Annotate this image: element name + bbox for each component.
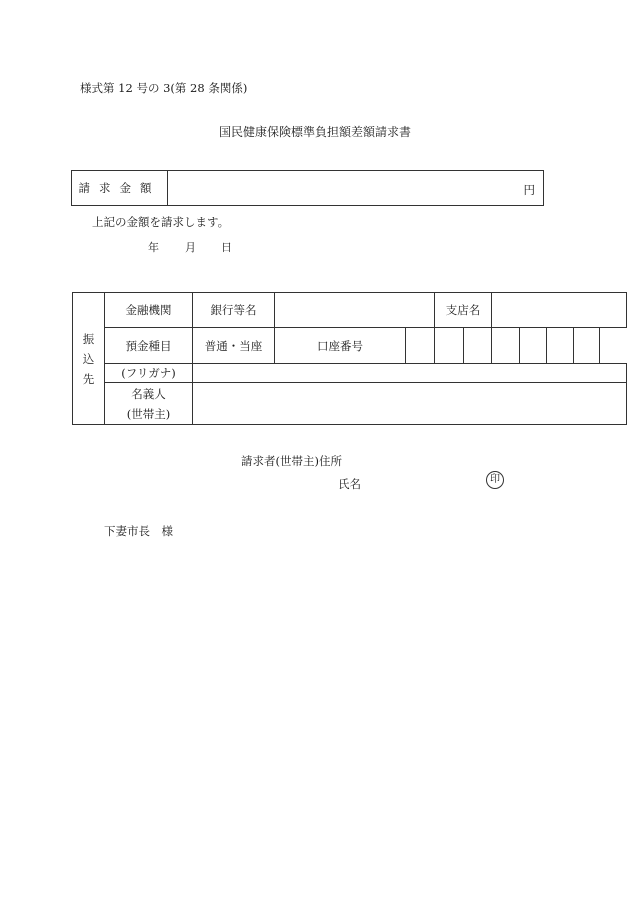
account-digit-2[interactable] (435, 328, 464, 364)
account-digit-1[interactable] (406, 328, 435, 364)
account-digit-6[interactable] (547, 328, 574, 364)
branch-label: 支店名 (435, 293, 492, 328)
seal-mark-icon: 印 (486, 471, 504, 489)
account-digit-3[interactable] (464, 328, 492, 364)
bank-transfer-table (72, 292, 627, 425)
claim-amount-field[interactable] (168, 171, 543, 205)
claim-amount-box (71, 170, 544, 206)
account-number-label: 口座番号 (275, 328, 406, 364)
deposit-type-label: 預金種目 (105, 328, 193, 364)
transfer-destination-label: 振 込 先 (73, 293, 105, 425)
account-digit-4[interactable] (492, 328, 520, 364)
currency-unit: 円 (523, 183, 535, 197)
account-holder-label: 名義人 (世帯主) (105, 383, 193, 425)
recipient-line: 下妻市長 様 (104, 524, 173, 538)
form-number: 様式第 12 号の 3(第 28 条関係) (80, 81, 248, 95)
account-digit-5[interactable] (520, 328, 547, 364)
date-day-label: 日 (221, 241, 232, 254)
claim-amount-label: 請求金額 (72, 171, 168, 205)
date-year-label: 年 (148, 241, 159, 254)
deposit-type-options[interactable]: 普通・当座 (193, 328, 275, 364)
account-holder-field[interactable] (193, 383, 627, 425)
furigana-label: (フリガナ) (105, 364, 193, 383)
institution-label: 金融機関 (105, 293, 193, 328)
claim-statement: 上記の金額を請求します。 (92, 215, 230, 229)
document-title: 国民健康保険標準負担額差額請求書 (218, 125, 411, 139)
date-month-label: 月 (185, 241, 196, 254)
account-digit-7[interactable] (574, 328, 600, 364)
claimant-address-label: 請求者(世帯主)住所 (241, 454, 342, 468)
claimant-name-label: 氏名 (338, 477, 361, 491)
furigana-field[interactable] (193, 364, 627, 383)
bank-name-field[interactable] (275, 293, 435, 328)
bank-type-label: 銀行等名 (193, 293, 275, 328)
branch-name-field[interactable] (492, 293, 627, 328)
